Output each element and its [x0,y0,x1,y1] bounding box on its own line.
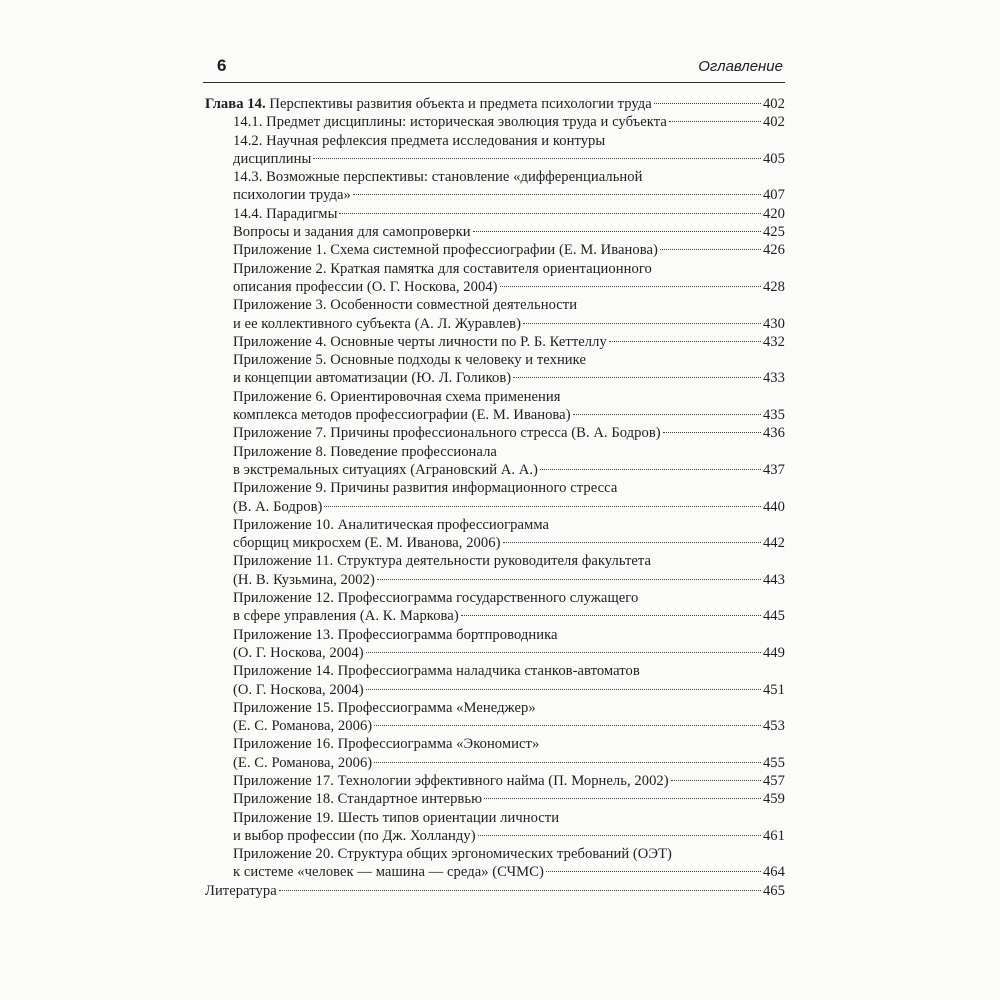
toc-entry-last-line [205,95,785,113]
toc-entry-text: (Е. С. Романова, 2006) [233,718,373,735]
toc-entry-last-line [233,223,785,241]
toc-entry [205,95,785,113]
dot-leader [500,286,761,287]
toc-page-number: 426 [762,242,785,259]
dot-leader [377,579,761,580]
toc-entry-text: Приложение 18. Стандартное интервью [233,791,483,808]
toc-entry [205,699,785,736]
dot-leader [669,121,761,122]
toc-entry-title [233,278,498,296]
toc-entry-last-line [233,571,785,589]
toc-entry-title [233,607,459,625]
toc-entry-title [233,186,351,204]
toc-page-number: 432 [762,333,785,350]
toc-page-number: 435 [762,407,785,424]
toc-entry-last-line [233,150,785,168]
toc-entry-last-line [233,534,785,552]
dot-leader [573,414,761,415]
toc-page-number: 402 [762,114,785,131]
toc-entry [205,662,785,699]
toc-entry-text: Вопросы и задания для самопроверки [233,224,471,241]
toc-entry [205,626,785,663]
toc-entry-text: (О. Г. Носкова, 2004) [233,681,364,698]
toc-page-number: 420 [762,205,785,222]
toc-entry [205,351,785,388]
toc-entry-line: Приложение 11. Структура деятельности руководителя факультета [233,553,652,570]
toc-entry-last-line [233,205,785,223]
toc-entry-title [233,406,571,424]
toc-page-number: 442 [762,535,785,552]
page-number: 6 [217,56,227,75]
toc-entry-last-line [233,754,785,772]
toc-entry-line: Приложение 13. Профессиограмма бортпроводника [233,626,558,643]
toc-entry [205,168,785,205]
toc-entry-line: 14.2. Научная рефлексия предмета исследования и контуры [233,132,606,149]
toc-entry-text: и концепции автоматизации (Ю. Л. Голиков) [233,370,512,387]
toc-entry-text: и выбор профессии (по Дж. Холланду) [233,827,476,844]
dot-leader [660,249,761,250]
running-head: Оглавление [698,58,783,75]
toc-entry-text: Перспективы развития объекта и предмета психологии труда [265,96,652,112]
toc-entry-text: описания профессии (О. Г. Носкова, 2004) [233,278,498,295]
toc-entry-text: 14.1. Предмет дисциплины: историческая эволюция труда и субъекта [233,114,667,131]
toc-entry [205,772,785,790]
dot-leader [663,432,761,433]
toc-entry [205,424,785,442]
toc-entry [205,443,785,480]
toc-page-number: 464 [762,864,785,881]
toc-entry [205,845,785,882]
toc-entry-last-line [233,333,785,351]
toc-entry-text: (Н. В. Кузьмина, 2002) [233,571,375,588]
toc-entry-last-line [233,827,785,845]
toc-page-number: 457 [762,772,785,789]
toc-page-number: 445 [762,608,785,625]
toc-entry-line: Приложение 5. Основные подходы к человеку и технике [233,352,586,369]
toc-page-number: 443 [762,571,785,588]
dot-leader [484,798,761,799]
toc-entry-line: Приложение 9. Причины развития информационного стресса [233,480,618,497]
toc-entry [205,589,785,626]
toc-entry-title [233,150,311,168]
toc-page-number: 433 [762,370,785,387]
toc-entry-title [233,333,607,351]
toc-entry [205,882,785,900]
toc-page-number: 440 [762,498,785,515]
toc-entry-last-line [233,681,785,699]
toc-entry-title [233,863,544,881]
toc-entry-title [205,95,652,113]
toc-entry-text: (О. Г. Носкова, 2004) [233,644,364,661]
toc-entry [205,479,785,516]
dot-leader [461,615,761,616]
dot-leader [473,231,761,232]
toc-page-number: 436 [762,425,785,442]
toc-entry-text: Приложение 1. Схема системной профессиографии (Е. М. Иванова) [233,242,658,259]
toc-entry-title [233,205,337,223]
toc-entry-text: Литература [205,882,277,899]
toc-entry-last-line [205,882,785,900]
dot-leader [353,194,761,195]
toc-entry [205,516,785,553]
toc-entry [205,113,785,131]
toc-entry-last-line [233,790,785,808]
toc-entry-line: Приложение 12. Профессиограмма государственного служащего [233,590,639,607]
toc-entry-text: в экстремальных ситуациях (Аграновский А. А.) [233,461,538,478]
toc-entry-title [233,790,482,808]
toc-entry-line: Приложение 19. Шесть типов ориентации личности [233,809,560,826]
toc-page-number: 455 [762,754,785,771]
dot-leader [546,871,761,872]
toc-entry [205,260,785,297]
toc-entry-last-line [233,717,785,735]
toc-entry-line: Приложение 3. Особенности совместной деятельности [233,297,578,314]
toc-entry-last-line [233,241,785,259]
toc-entry-title [233,534,501,552]
toc-entry-title [233,571,375,589]
dot-leader [523,323,761,324]
toc-entry [205,333,785,351]
toc-entry-line: Приложение 14. Профессиограмма наладчика станков-автоматов [233,663,640,680]
toc-entry-line: Приложение 15. Профессиограмма «Менеджер» [233,699,536,716]
dot-leader [374,762,761,763]
page-header [203,52,785,83]
chapter-label: Глава 14. [205,96,266,112]
toc-entry-last-line [233,369,785,387]
toc-entry-last-line [233,498,785,516]
toc-page-number: 437 [762,461,785,478]
toc-entry [205,223,785,241]
dot-leader [478,835,761,836]
toc-entry-title [233,754,372,772]
toc-entry-line: Приложение 8. Поведение профессионала [233,443,497,460]
toc-page-number: 407 [762,187,785,204]
toc-entry-text: дисциплины [233,150,312,167]
toc-entry-last-line [233,315,785,333]
dot-leader [366,652,761,653]
toc-page-number: 428 [762,278,785,295]
toc-entry-text: и ее коллективного субъекта (А. Л. Журавлев) [233,315,521,332]
toc-entry [205,809,785,846]
toc-entry-text: Приложение 7. Причины профессионального стресса (В. А. Бодров) [233,425,661,442]
toc-entry [205,790,785,808]
table-of-contents [205,95,785,900]
toc-entry [205,735,785,772]
dot-leader [503,542,761,543]
toc-entry-title [233,223,471,241]
toc-entry-last-line [233,607,785,625]
toc-entry-last-line [233,424,785,442]
toc-entry-title [233,424,661,442]
toc-entry-last-line [233,644,785,662]
dot-leader [654,103,761,104]
toc-entry-line: Приложение 20. Структура общих эргономических требований (ОЭТ) [233,846,672,863]
toc-entry-title [233,315,521,333]
toc-page-number: 449 [762,644,785,661]
dot-leader [671,780,761,781]
toc-entry [205,552,785,589]
toc-entry-line: Приложение 16. Профессиограмма «Экономист» [233,736,540,753]
toc-page-number: 402 [762,96,785,112]
toc-entry-title [233,717,372,735]
toc-entry-last-line [233,406,785,424]
toc-entry-title [233,241,658,259]
toc-entry-last-line [233,772,785,790]
dot-leader [279,890,761,891]
toc-entry-text: (Е. С. Романова, 2006) [233,754,373,771]
dot-leader [609,341,761,342]
toc-page-number: 451 [762,681,785,698]
toc-entry-line: Приложение 6. Ориентировочная схема применения [233,388,561,405]
toc-entry-title [233,113,667,131]
toc-entry-title [233,681,364,699]
toc-page-number: 461 [762,827,785,844]
toc-entry-text: 14.4. Парадигмы [233,205,338,222]
toc-entry-title [233,498,322,516]
dot-leader [513,377,761,378]
toc-entry [205,132,785,169]
toc-page-number: 459 [762,791,785,808]
toc-entry-text: в сфере управления (А. К. Маркова) [233,608,459,625]
toc-entry-title [233,369,511,387]
toc-entry [205,388,785,425]
toc-entry-text: к системе «человек — машина — среда» (СЧМС) [233,864,544,881]
toc-entry-last-line [233,113,785,131]
toc-page-number: 405 [762,150,785,167]
dot-leader [339,213,761,214]
toc-page-number: 425 [762,224,785,241]
dot-leader [540,469,761,470]
dot-leader [366,689,761,690]
toc-entry [205,205,785,223]
toc-entry-last-line [233,278,785,296]
dot-leader [374,725,761,726]
toc-page-number: 430 [762,315,785,332]
toc-entry-last-line [233,186,785,204]
dot-leader [313,158,761,159]
toc-entry-title [233,772,669,790]
toc-entry-title [233,461,538,479]
toc-entry-last-line [233,863,785,881]
toc-entry-line: Приложение 10. Аналитическая профессиограмма [233,516,550,533]
toc-entry-line: Приложение 2. Краткая памятка для составителя ориентационного [233,260,652,277]
toc-entry [205,241,785,259]
toc-entry-text: Приложение 4. Основные черты личности по Р. Б. Кеттеллу [233,333,607,350]
toc-entry-text: Приложение 17. Технологии эффективного найма (П. Морнель, 2002) [233,772,669,789]
toc-entry-text: комплекса методов профессиографии (Е. М. Иванова) [233,407,571,424]
toc-page-number: 453 [762,718,785,735]
dot-leader [324,506,761,507]
toc-entry-title [233,827,476,845]
toc-page-number: 465 [762,882,785,899]
toc-entry [205,296,785,333]
toc-entry-line: 14.3. Возможные перспективы: становление «дифференциальной [233,169,643,186]
toc-entry-title [233,644,364,662]
toc-entry-text: психологии труда» [233,187,351,204]
toc-entry-title [205,882,277,900]
toc-entry-text: (В. А. Бодров) [233,498,323,515]
toc-entry-last-line [233,461,785,479]
toc-entry-text: сборщиц микросхем (Е. М. Иванова, 2006) [233,535,501,552]
